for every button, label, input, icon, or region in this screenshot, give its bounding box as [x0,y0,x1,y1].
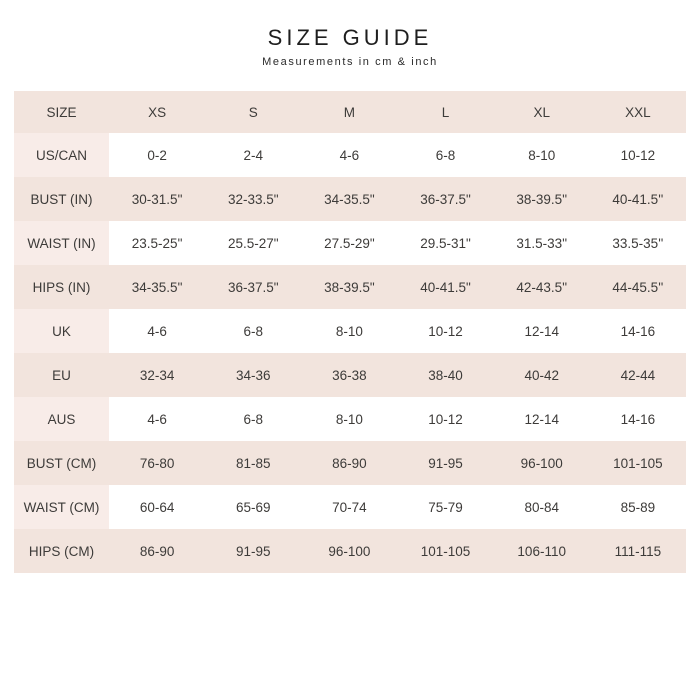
size-value-cell: 85-89 [620,499,656,515]
size-value-cell: 40-42 [494,353,590,397]
size-value-cell: 10-12 [428,411,463,427]
size-value-cell: 0-2 [147,147,167,163]
size-value-cell: 30-31.5" [109,177,205,221]
size-value-cell: 8-10 [335,411,363,427]
header-cell-xl: XL [494,91,590,133]
size-value-cell: 101-105 [397,529,493,573]
size-value-cell: 34-35.5" [301,177,397,221]
size-value-cell: 101-105 [590,441,686,485]
table-row [14,221,686,265]
size-value-cell: 10-12 [620,147,656,163]
size-value-cell: 36-37.5" [205,265,301,309]
size-value-cell: 8-10 [528,147,556,163]
size-value-cell: 14-16 [620,323,656,339]
table-row [14,265,686,309]
row-label: UK [14,309,109,353]
size-value-cell: 12-14 [524,323,559,339]
page-title: SIZE GUIDE [267,25,433,50]
size-value-cell: 91-95 [397,441,493,485]
size-value-cell: 6-8 [243,323,263,339]
size-value-cell: 42-44 [590,353,686,397]
row-label: EU [14,353,109,397]
size-value-cell: 36-37.5" [397,177,493,221]
size-value-cell: 38-40 [397,353,493,397]
size-value-cell: 111-115 [590,529,686,573]
row-label: WAIST (IN) [14,221,109,265]
size-value-cell: 44-45.5'' [590,265,686,309]
size-value-cell: 80-84 [524,499,559,515]
size-value-cell: 33.5-35'' [612,235,664,251]
header-row [14,91,686,133]
row-label: HIPS (IN) [14,265,109,309]
size-value-cell: 4-6 [339,147,360,163]
size-value-cell: 76-80 [109,441,205,485]
table-row [14,397,686,441]
table-row [14,441,686,485]
header-cell-m: M [301,91,397,133]
table-row [14,177,686,221]
size-value-cell: 34-36 [205,353,301,397]
size-value-cell: 81-85 [205,441,301,485]
size-value-cell: 8-10 [335,323,363,339]
table-row [14,529,686,573]
size-value-cell: 65-69 [235,499,271,515]
size-value-cell: 14-16 [620,411,656,427]
size-value-cell: 42-43.5" [494,265,590,309]
table-body [14,133,686,573]
table-row [14,133,686,177]
size-value-cell: 32-34 [109,353,205,397]
size-value-cell: 70-74 [332,499,367,515]
size-value-cell: 36-38 [301,353,397,397]
header-cell-l: L [397,91,493,133]
size-value-cell: 4-6 [147,411,167,427]
row-label: WAIST (CM) [14,485,109,529]
size-value-cell: 2-4 [243,147,263,163]
size-value-cell: 25.5-27" [227,235,279,251]
size-value-cell: 12-14 [524,411,559,427]
size-value-cell: 23.5-25" [131,235,183,251]
size-value-cell: 40-41.5'' [590,177,686,221]
page-subtitle: Measurements in cm & inch [262,56,438,68]
table-row [14,353,686,397]
size-value-cell: 6-8 [243,411,263,427]
table-row [14,485,686,529]
size-value-cell: 75-79 [428,499,463,515]
row-label: HIPS (CM) [14,529,109,573]
size-value-cell: 40-41.5" [397,265,493,309]
size-value-cell: 106-110 [494,529,590,573]
size-value-cell: 86-90 [109,529,205,573]
size-value-cell: 27.5-29" [324,235,375,251]
page-header [0,0,700,68]
header-cell-xxl: XXL [590,91,686,133]
header-cell-xs: XS [109,91,205,133]
size-value-cell: 31.5-33" [516,235,567,251]
row-label: AUS [14,397,109,441]
size-value-cell: 38-39.5" [494,177,590,221]
size-value-cell: 32-33.5" [205,177,301,221]
table-row [14,309,686,353]
header-cell-s: S [205,91,301,133]
size-value-cell: 6-8 [435,147,456,163]
size-value-cell: 86-90 [301,441,397,485]
size-value-cell: 4-6 [147,323,167,339]
header-cell-size: SIZE [14,91,109,133]
size-value-cell: 10-12 [428,323,463,339]
size-value-cell: 34-35.5" [109,265,205,309]
size-value-cell: 91-95 [205,529,301,573]
size-value-cell: 96-100 [301,529,397,573]
size-value-cell: 29.5-31" [420,235,471,251]
size-value-cell: 60-64 [139,499,175,515]
row-label: BUST (IN) [14,177,109,221]
size-value-cell: 96-100 [494,441,590,485]
row-label: BUST (CM) [14,441,109,485]
size-value-cell: 38-39.5" [301,265,397,309]
size-guide-table [14,91,686,573]
row-label: US/CAN [14,133,109,177]
